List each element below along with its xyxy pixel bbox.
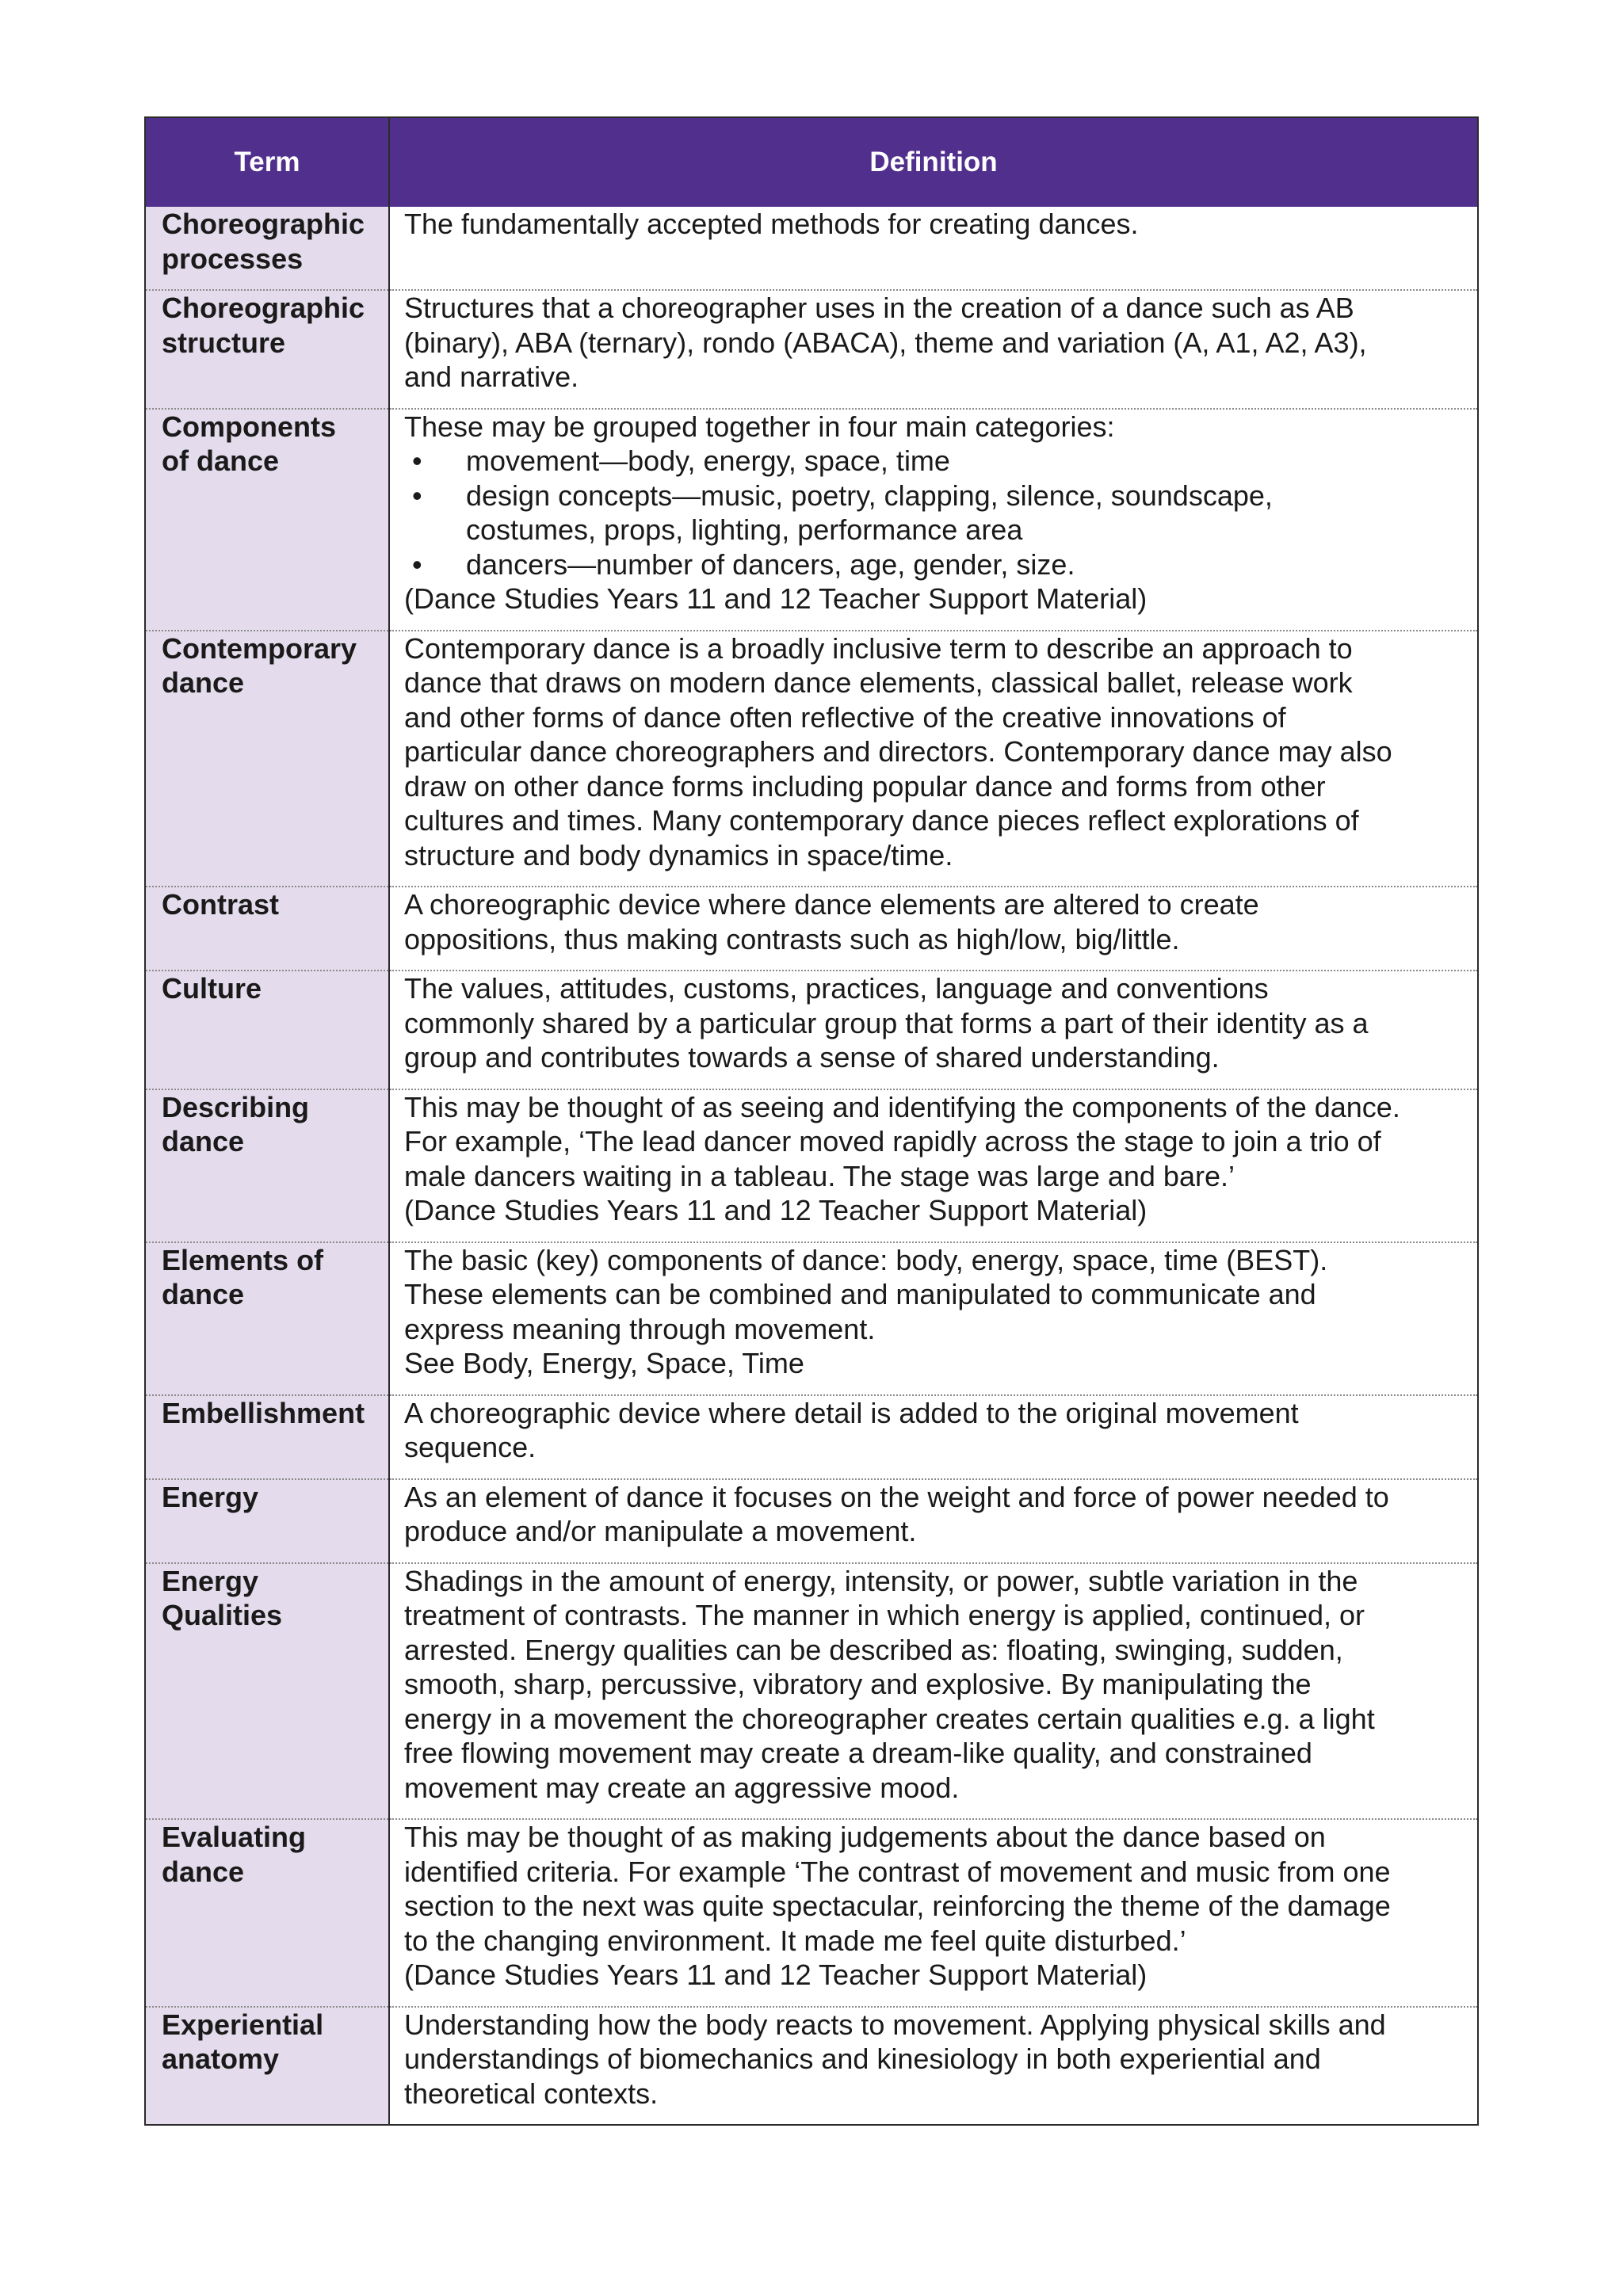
term-text: anatomy [162,2042,280,2075]
term-cell [145,1479,389,1563]
table-row [145,971,1478,1089]
definition-text: dance that draws on modern dance elements, classical ballet, release work [404,666,1353,699]
definition-text: understandings of biomechanics and kinesiology in both experiential and [404,2042,1321,2075]
header-term: Term [145,117,389,207]
definition-text: male dancers waiting in a tableau. The stage was large and bare.’ [404,1159,1235,1192]
table-row [145,1479,1478,1563]
definition-text: section to the next was quite spectacular, reinforcing the theme of the damage [404,1890,1391,1922]
term-text: Evaluating [162,1821,307,1853]
definition-text: particular dance choreographers and directors. Contemporary dance may also [404,735,1392,768]
definition-cell [389,207,1478,290]
term-text: Choreographic [162,208,365,240]
definition-cell [389,887,1478,971]
term-text: processes [162,242,304,275]
definition-text: This may be thought of as seeing and identifying the components of the dance. [404,1090,1400,1123]
list-item [404,479,1463,547]
definition-text: (Dance Studies Years 11 and 12 Teacher Support Material) [404,1194,1148,1226]
definition-text: free flowing movement may create a dream-like quality, and constrained [404,1737,1312,1769]
table-row [145,887,1478,971]
definition-text: As an element of dance it focuses on the weight and force of power needed to [404,1480,1389,1513]
definition-cell [389,409,1478,631]
definition-text: These elements can be combined and manipulated to communicate and [404,1278,1316,1310]
bullet-icon: • [412,479,422,512]
term-text: Qualities [162,1599,283,1631]
bullet-list [404,444,1463,582]
term-text: Components [162,410,336,443]
list-item [404,547,1463,582]
term-text: Culture [162,972,262,1005]
term-text: Contemporary [162,631,357,665]
term-text: of dance [162,444,280,477]
table-row [145,1819,1478,2007]
bullet-icon: • [412,444,422,477]
definition-text: produce and/or manipulate a movement. [404,1515,917,1547]
list-item-text: movement—body, energy, space, time [466,444,950,477]
term-text: structure [162,326,286,359]
table-row [145,2007,1478,2126]
definition-text: The fundamentally accepted methods for creating dances. [404,208,1139,240]
term-text: Experiential [162,2008,324,2041]
definition-text: structure and body dynamics in space/time. [404,838,953,871]
term-cell [145,2007,389,2126]
header-row [145,117,1478,207]
definition-text: A choreographic device where dance elements are altered to create [404,888,1259,921]
term-text: dance [162,1855,245,1888]
definition-text: energy in a movement the choreographer creates certain qualities e.g. a light [404,1702,1375,1735]
definition-text: cultures and times. Many contemporary dance pieces reflect explorations of [404,804,1359,837]
term-cell [145,1089,389,1242]
definition-text: This may be thought of as making judgements about the dance based on [404,1821,1326,1853]
term-cell [145,1819,389,2007]
definition-text: Structures that a choreographer uses in the creation of a dance such as AB [404,292,1354,324]
term-text: Energy [162,1564,259,1597]
definition-cell [389,1242,1478,1395]
header-definition: Definition [389,117,1478,207]
definition-text: See Body, Energy, Space, Time [404,1347,804,1379]
definition-cell [389,2007,1478,2126]
table-row [145,631,1478,887]
term-text: Describing [162,1090,310,1123]
table-row [145,1395,1478,1479]
list-item [404,444,1463,479]
definition-text: to the changing environment. It made me feel quite disturbed.’ [404,1924,1186,1957]
definition-cell [389,1395,1478,1479]
definition-cell [389,631,1478,887]
term-text: Energy [162,1480,259,1513]
definition-text: express meaning through movement. [404,1312,876,1345]
definition-text: and other forms of dance often reflective of the creative innovations of [404,700,1286,734]
definition-text: arrested. Energy qualities can be described as: floating, swinging, sudden, [404,1633,1343,1666]
term-text: dance [162,1125,245,1158]
term-cell [145,1563,389,1820]
term-cell [145,887,389,971]
definition-text: The values, attitudes, customs, practices, language and conventions [404,972,1269,1005]
definition-text: identified criteria. For example ‘The contrast of movement and music from one [404,1855,1391,1888]
definition-text: For example, ‘The lead dancer moved rapidly across the stage to join a trio of [404,1125,1381,1158]
term-cell [145,971,389,1089]
list-item-text: dancers—number of dancers, age, gender, size. [466,547,1075,581]
term-cell [145,290,389,409]
definition-cell [389,971,1478,1089]
glossary-table [144,116,1479,2126]
definition-text: smooth, sharp, percussive, vibratory and explosive. By manipulating the [404,1668,1312,1700]
definition-cell [389,1089,1478,1242]
definition-text: A choreographic device where detail is added to the original movement [404,1396,1299,1429]
definition-text: group and contributes towards a sense of shared understanding. [404,1041,1220,1074]
definition-text: draw on other dance forms including popular dance and forms from other [404,769,1326,803]
term-text: Contrast [162,888,280,921]
table-row [145,290,1478,409]
definition-cell [389,290,1478,409]
term-cell [145,1395,389,1479]
definition-cell [389,1819,1478,2007]
table-row [145,1089,1478,1242]
definition-text: movement may create an aggressive mood. [404,1771,960,1804]
table-row [145,1563,1478,1820]
term-text: Choreographic [162,292,365,324]
definition-text: sequence. [404,1431,537,1463]
definition-cell [389,1563,1478,1820]
definition-text: (Dance Studies Years 11 and 12 Teacher Support Material) [404,1958,1148,1991]
definition-text: treatment of contrasts. The manner in which energy is applied, continued, or [404,1599,1365,1631]
bullet-icon: • [412,547,422,581]
term-text: Embellishment [162,1396,365,1429]
term-text: Elements of [162,1243,324,1276]
definition-text: Contemporary dance is a broadly inclusive term to describe an approach to [404,631,1353,665]
table-row [145,1242,1478,1395]
term-cell [145,631,389,887]
definition-text: oppositions, thus making contrasts such as high/low, big/little. [404,922,1180,955]
definition-text: Understanding how the body reacts to movement. Applying physical skills and [404,2008,1386,2041]
table-body [145,207,1478,2125]
definition-text: Shadings in the amount of energy, intensity, or power, subtle variation in the [404,1564,1358,1597]
table-row [145,207,1478,290]
list-item-text: design concepts—music, poetry, clapping, silence, soundscape, [466,479,1273,512]
definition-text: (binary), ABA (ternary), rondo (ABACA), theme and variation (A, A1, A2, A3), [404,326,1367,359]
term-text: dance [162,1278,245,1310]
table-header [145,117,1478,207]
definition-text: The basic (key) components of dance: body, energy, space, time (BEST). [404,1243,1328,1276]
definition-text: (Dance Studies Years 11 and 12 Teacher Support Material) [404,582,1148,615]
definition-text: commonly shared by a particular group that forms a part of their identity as a [404,1006,1369,1039]
term-cell [145,1242,389,1395]
definition-text: These may be grouped together in four main categories: [404,410,1115,443]
term-text: dance [162,666,245,699]
definition-text: theoretical contexts. [404,2077,659,2110]
definition-text: and narrative. [404,360,579,393]
term-cell [145,207,389,290]
list-item-text: costumes, props, lighting, performance area [466,513,1023,546]
definition-cell [389,1479,1478,1563]
term-cell [145,409,389,631]
table-row [145,409,1478,631]
